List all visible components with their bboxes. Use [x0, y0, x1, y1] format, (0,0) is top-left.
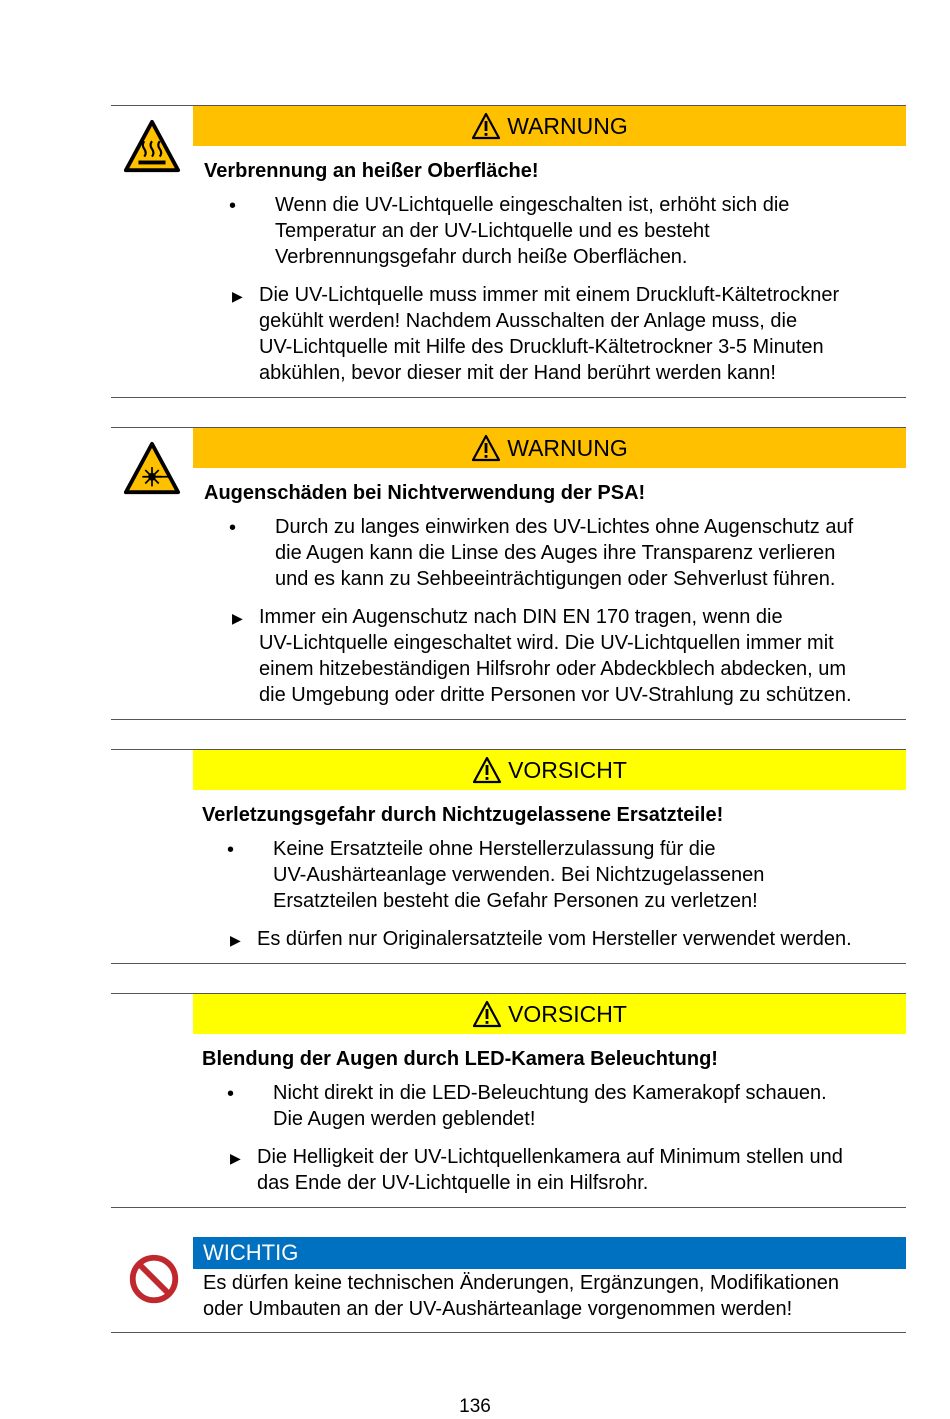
header-label: WARNUNG [507, 112, 628, 139]
note-text: Es dürfen keine technischen Änderungen, Ergänzungen, Modifikationen oder Umbauten an der UV-Aushärteanlage vorgenommen werden! [203, 1272, 839, 1320]
warning-header [193, 106, 906, 146]
page-number: 136 [459, 1396, 491, 1417]
note-block-important [111, 1237, 906, 1333]
header-label: WICHTIG [203, 1240, 299, 1265]
header-label: VORSICHT [508, 1000, 627, 1027]
block-title: Blendung der Augen durch LED-Kamera Beleuchtung! [202, 1048, 718, 1070]
hot-surface-warning-icon [123, 118, 181, 176]
block-title: Verbrennung an heißer Oberfläche! [204, 160, 539, 182]
caution-header [193, 994, 906, 1034]
header-label: WARNUNG [507, 434, 628, 461]
bullet-text: Wenn die UV-Lichtquelle eingeschalten ist, erhöht sich die Temperatur an der UV-Lichtquelle und es besteht Verbrennungsgefahr durch heiße Oberflächen. [275, 194, 790, 268]
warning-triangle-icon [472, 756, 502, 784]
block-title: Augenschäden bei Nichtverwendung der PSA! [204, 482, 646, 504]
caution-block-led-glare [111, 993, 906, 1208]
warning-block-eye-damage [111, 427, 906, 720]
bullet-symbol: • [229, 517, 237, 539]
bullet-text: Nicht direkt in die LED-Beleuchtung des Kamerakopf schauen. Die Augen werden geblendet! [273, 1082, 827, 1130]
warning-triangle-icon [471, 112, 501, 140]
block-title: Verletzungsgefahr durch Nichtzugelassene Ersatzteile! [202, 804, 724, 826]
warning-header [193, 428, 906, 468]
action-text: Die Helligkeit der UV-Lichtquellenkamera auf Minimum stellen und das Ende der UV-Lichtquelle in ein Hilfsrohr. [257, 1146, 843, 1194]
bullet-symbol: • [229, 195, 237, 217]
warning-triangle-icon [471, 434, 501, 462]
arrow-icon: ▶ [232, 288, 243, 304]
bullet-text: Keine Ersatzteile ohne Herstellerzulassung für die UV-Aushärteanlage verwenden. Bei Nichtzugelassenen Ersatzteilen besteht die Gefahr Personen zu verletzen! [273, 838, 765, 912]
laser-radiation-warning-icon [123, 440, 181, 498]
bullet-symbol: • [227, 839, 235, 861]
arrow-icon: ▶ [232, 610, 243, 626]
action-text: Die UV-Lichtquelle muss immer mit einem Druckluft-Kältetrockner gekühlt werden! Nachdem Ausschalten der Anlage muss, die UV-Lichtquelle mit Hilfe des Druckluft-Kältetrockner 3-5 Minuten abkühlen, bevor dieser mit der Hand berührt werden kann! [259, 284, 840, 384]
header-label: VORSICHT [508, 756, 627, 783]
warning-block-hot-surface [111, 105, 906, 398]
caution-header [193, 750, 906, 790]
arrow-icon: ▶ [230, 1150, 241, 1166]
arrow-icon: ▶ [230, 932, 241, 948]
warning-triangle-icon [472, 1000, 502, 1028]
prohibition-icon [125, 1250, 183, 1308]
action-text: Immer ein Augenschutz nach DIN EN 170 tragen, wenn die UV-Lichtquelle eingeschaltet wird. Die UV-Lichtquellen immer mit einem hitzebeständigen Hilfsrohr oder Abdeckblech abdecken, um die Umgebung oder dritte Personen vor UV-Strahlung zu schützen. [259, 606, 852, 706]
caution-block-spare-parts [111, 749, 906, 964]
bullet-text: Durch zu langes einwirken des UV-Lichtes ohne Augenschutz auf die Augen kann die Linse des Auges ihre Transparenz verlieren und es kann zu Sehbeeinträchtigungen oder Sehverlust führen. [275, 516, 854, 590]
action-text: Es dürfen nur Originalersatzteile vom Hersteller verwendet werden. [257, 928, 852, 950]
bullet-symbol: • [227, 1083, 235, 1105]
note-header [193, 1237, 906, 1269]
